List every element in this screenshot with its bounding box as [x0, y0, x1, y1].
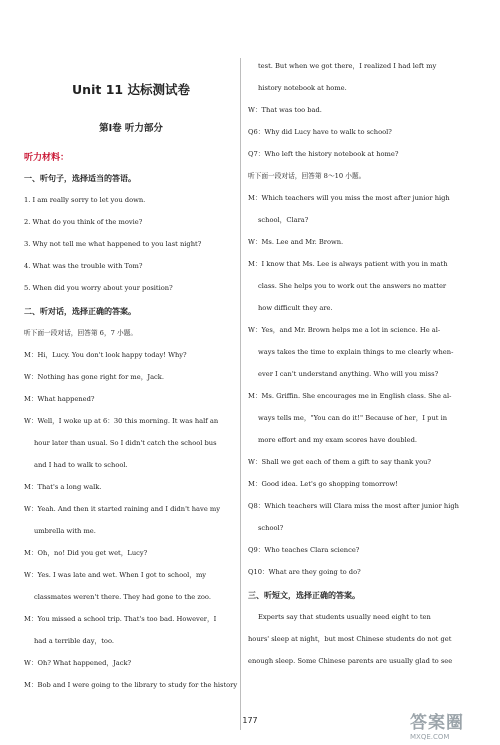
sentence-1: 1. I am really sorry to let you down.: [24, 196, 146, 204]
sentence-2: 2. What do you think of the movie?: [24, 218, 143, 226]
question-8-cont: school?: [258, 524, 284, 532]
question-6: Q6：Why did Lucy have to walk to school?: [248, 128, 392, 136]
listening-material-heading: 听力材料：: [24, 153, 70, 163]
question-7: Q7：Who left the history notebook at home?: [248, 150, 399, 158]
dialogue-1-line: classmates weren't there. They had gone to the zoo.: [34, 593, 211, 601]
dialogue-2-line: ways tells me，"You can do it!" Because of her，I put in: [258, 414, 448, 422]
left-column: [24, 62, 238, 703]
dialogue-1-line: had a terrible day，too.: [34, 637, 114, 645]
dialogue-2-line: M：Which teachers will you miss the most after junior high: [248, 194, 450, 202]
dialogue-1-line: W：Oh? What happened，Jack?: [24, 659, 132, 667]
question-10: Q10：What are they going to do?: [248, 568, 361, 576]
dialogue-2-intro: 听下面一段对话，回答第 8～10 小题。: [248, 172, 366, 180]
dialogue-1-line: W：That was too bad.: [248, 106, 322, 114]
dialogue-2-line: class. She helps you to work out the answers no matter: [258, 282, 447, 290]
dialogue-2-line: M：I know that Ms. Lee is always patient with you in math: [248, 260, 448, 268]
passage-line: hours' sleep at night，but most Chinese students do not get: [248, 635, 452, 643]
dialogue-1-line: M：Bob and I were going to the library to study for the history: [24, 681, 238, 689]
sentence-3: 3. Why not tell me what happened to you last night?: [24, 240, 202, 248]
dialogue-1-intro: 听下面一段对话，回答第 6，7 小题。: [24, 329, 138, 337]
dialogue-1-line: umbrella with me.: [34, 527, 96, 535]
dialogue-2-line: W：Shall we get each of them a gift to say thank you?: [248, 458, 432, 466]
question-8: Q8：Which teachers will Clara miss the most after junior high: [248, 502, 459, 510]
dialogue-1-line: M：Oh，no! Did you get wet，Lucy?: [24, 549, 148, 557]
dialogue-1-line: W：Yeah. And then it started raining and I didn't have my: [24, 505, 221, 513]
dialogue-2-line: W：Ms. Lee and Mr. Brown.: [248, 238, 344, 246]
question-9: Q9：Who teaches Clara science?: [248, 546, 360, 554]
unit-title: Unit 11 达标测试卷: [72, 82, 190, 97]
dialogue-1-line: M：That's a long walk.: [24, 483, 102, 491]
dialogue-1-line: W：Yes. I was late and wet. When I got to school，my: [24, 571, 207, 579]
dialogue-2-line: M：Good idea. Let's go shopping tomorrow!: [248, 480, 398, 488]
dialogue-1-line: test. But when we got there，I realized I had left my: [258, 62, 437, 70]
dialogue-2-line: more effort and my exam scores have doubled.: [258, 436, 417, 444]
section-1-heading: 一、听句子，选择适当的答语。: [24, 174, 136, 183]
dialogue-1-line: M：Hi，Lucy. You don't look happy today! Why?: [24, 351, 187, 359]
column-divider: [240, 58, 241, 730]
sentence-4: 4. What was the trouble with Tom?: [24, 262, 143, 270]
watermark-logo-text: 答案圈: [410, 713, 464, 733]
passage-line: enough sleep. Some Chinese parents are usually glad to see: [248, 657, 453, 665]
right-column: [248, 62, 480, 679]
dialogue-1-line: M：What happened?: [24, 395, 95, 403]
page-number: 177: [242, 716, 258, 725]
dialogue-2-line: how difficult they are.: [258, 304, 333, 312]
watermark-site: MXQE.COM: [410, 733, 450, 741]
dialogue-2-line: school，Clara?: [258, 216, 309, 224]
dialogue-1-line: history notebook at home.: [258, 84, 347, 92]
passage-line: Experts say that students usually need eight to ten: [258, 613, 431, 621]
section-3-heading: 三、听短文，选择正确的答案。: [248, 591, 360, 600]
dialogue-1-line: M：You missed a school trip. That's too bad. However，I: [24, 615, 217, 623]
dialogue-1-line: W：Nothing has gone right for me，Jack.: [24, 373, 164, 381]
sentence-5: 5. When did you worry about your position?: [24, 284, 173, 292]
dialogue-2-line: W：Yes，and Mr. Brown helps me a lot in science. He al-: [248, 326, 441, 334]
dialogue-1-line: and I had to walk to school.: [34, 461, 128, 469]
watermark-logo: [410, 708, 492, 740]
dialogue-2-line: M：Ms. Griffin. She encourages me in English class. She al-: [248, 392, 452, 400]
dialogue-1-line: W：Well，I woke up at 6：30 this morning. It was half an: [24, 417, 219, 425]
dialogue-1-line: hour later than usual. So I didn't catch the school bus: [34, 439, 217, 447]
section-2-heading: 二、听对话，选择正确的答案。: [24, 307, 136, 316]
part-title: 第Ⅰ卷 听力部分: [99, 123, 163, 134]
dialogue-2-line: ways takes the time to explain things to me clearly when-: [258, 348, 454, 356]
dialogue-2-line: ever I can't understand anything. Who will you miss?: [258, 370, 439, 378]
